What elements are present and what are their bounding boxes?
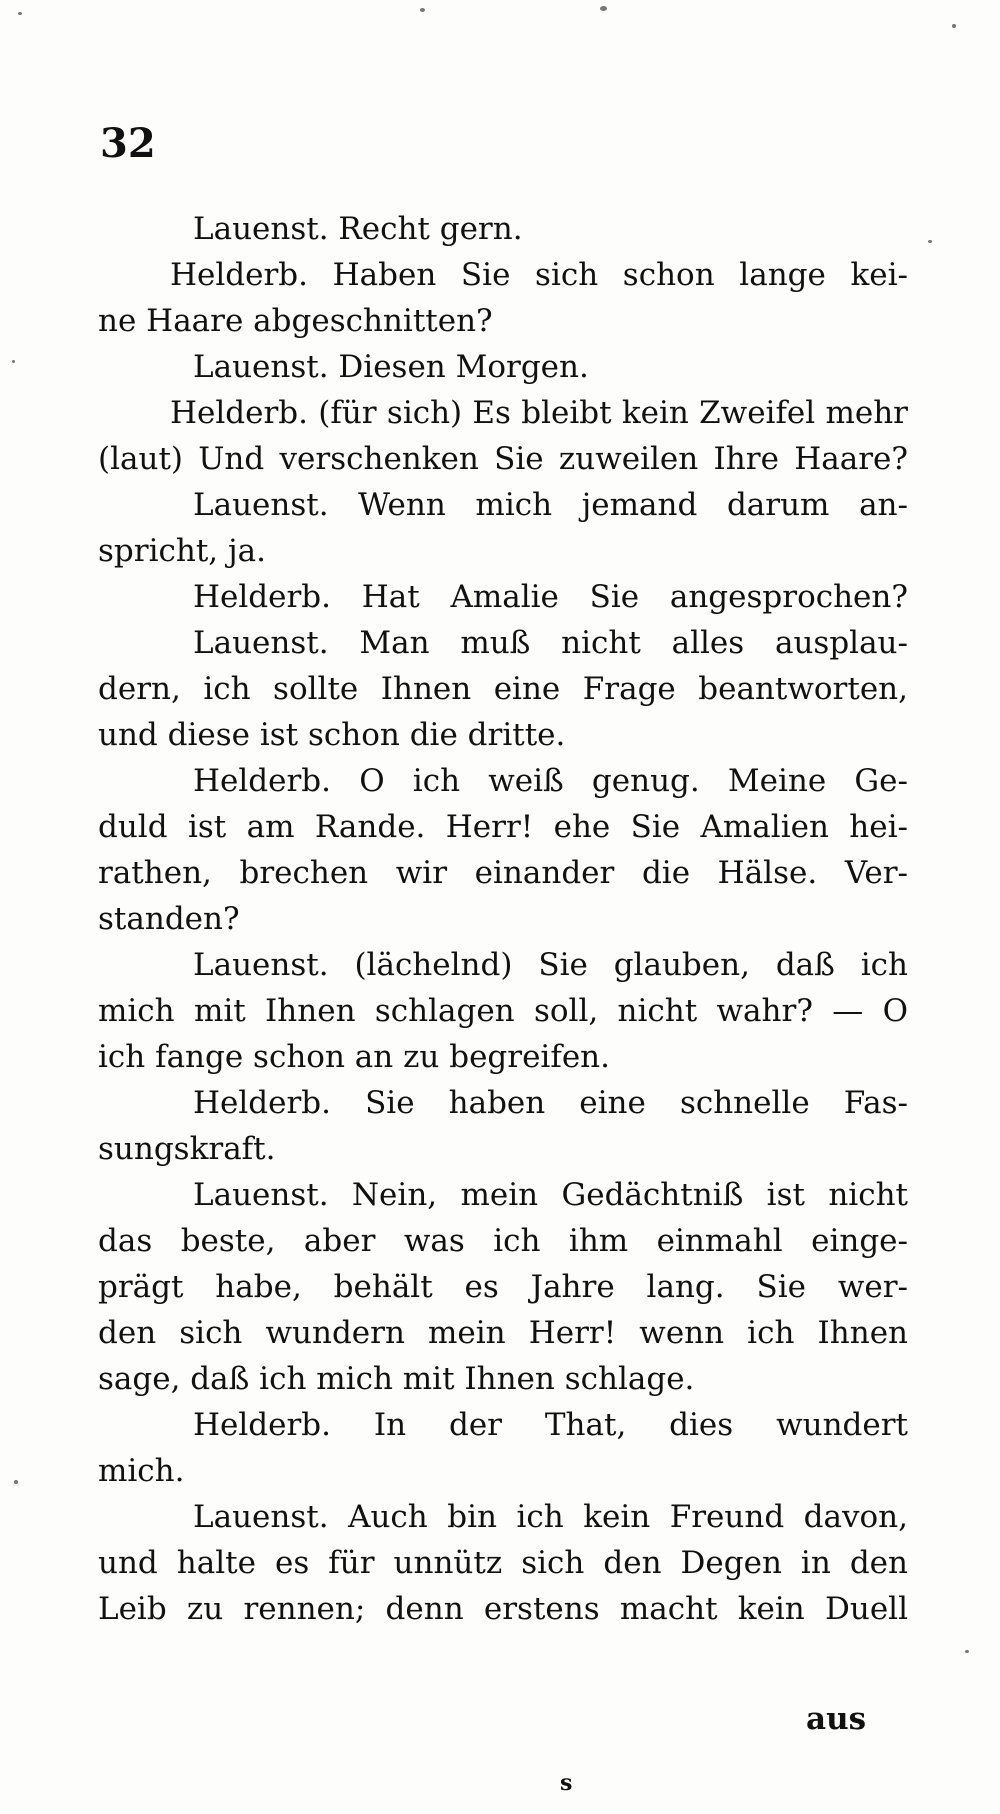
text-line: (laut) Und verschenken Sie zuweilen Ihre Haare? [98, 441, 908, 477]
text-line: Helderb. O ich weiß genug. Meine Ge- [193, 763, 908, 799]
text-line: sage, daß ich mich mit Ihnen schlage. [98, 1361, 695, 1397]
text-line: Lauenst. Nein, mein Gedächtniß ist nicht [193, 1177, 908, 1213]
paper-speck [928, 240, 932, 243]
text-line: den sich wundern mein Herr! wenn ich Ihnen [98, 1315, 908, 1351]
catchword: aus [806, 1701, 867, 1737]
text-line: ich fange schon an zu begreifen. [98, 1039, 610, 1075]
text-line: Helderb. (für sich) Es bleibt kein Zweifel mehr [170, 395, 908, 431]
text-line: das beste, aber was ich ihm einmahl einge- [98, 1223, 908, 1259]
paper-speck [18, 12, 22, 15]
paper-speck [12, 360, 15, 363]
text-line: duld ist am Rande. Herr! ehe Sie Amalien hei- [98, 809, 908, 845]
text-line: Lauenst. Diesen Morgen. [193, 349, 589, 385]
text-line: Lauenst. Man muß nicht alles ausplau- [193, 625, 908, 661]
text-line: Helderb. In der That, dies wundert [193, 1407, 908, 1443]
text-line: und diese ist schon die dritte. [98, 717, 566, 753]
text-line: mich mit Ihnen schlagen soll, nicht wahr? — O [98, 993, 908, 1029]
text-line: Helderb. Hat Amalie Sie angesprochen? [193, 579, 908, 615]
text-line: Lauenst. (lächelnd) Sie glauben, daß ich [193, 947, 908, 983]
text-line: standen? [98, 901, 240, 937]
text-line: Lauenst. Wenn mich jemand darum an- [193, 487, 908, 523]
text-line: Helderb. Haben Sie sich schon lange kei- [170, 257, 908, 293]
text-line: ne Haare abgeschnitten? [98, 303, 493, 339]
text-line: dern, ich sollte Ihnen eine Frage beantworten, [98, 671, 908, 707]
text-line: sungskraft. [98, 1131, 276, 1167]
text-line: Lauenst. Recht gern. [193, 211, 523, 247]
printer-signature: s [560, 1770, 573, 1796]
paper-speck [14, 1480, 18, 1484]
paper-speck [420, 8, 425, 12]
paper-speck [600, 6, 607, 11]
text-line: und halte es für unnütz sich den Degen in den [98, 1545, 908, 1581]
paper-speck [965, 1650, 969, 1653]
text-line: Leib zu rennen; denn erstens macht kein Duell [98, 1591, 908, 1627]
page-number: 32 [100, 120, 156, 167]
text-line: mich. [98, 1453, 185, 1489]
text-line: prägt habe, behält es Jahre lang. Sie wer- [98, 1269, 908, 1305]
paper-speck [952, 24, 956, 28]
text-line: Helderb. Sie haben eine schnelle Fas- [193, 1085, 908, 1121]
text-line: spricht, ja. [98, 533, 266, 569]
text-line: rathen, brechen wir einander die Hälse. Ver- [98, 855, 908, 891]
text-line: Lauenst. Auch bin ich kein Freund davon, [193, 1499, 908, 1535]
